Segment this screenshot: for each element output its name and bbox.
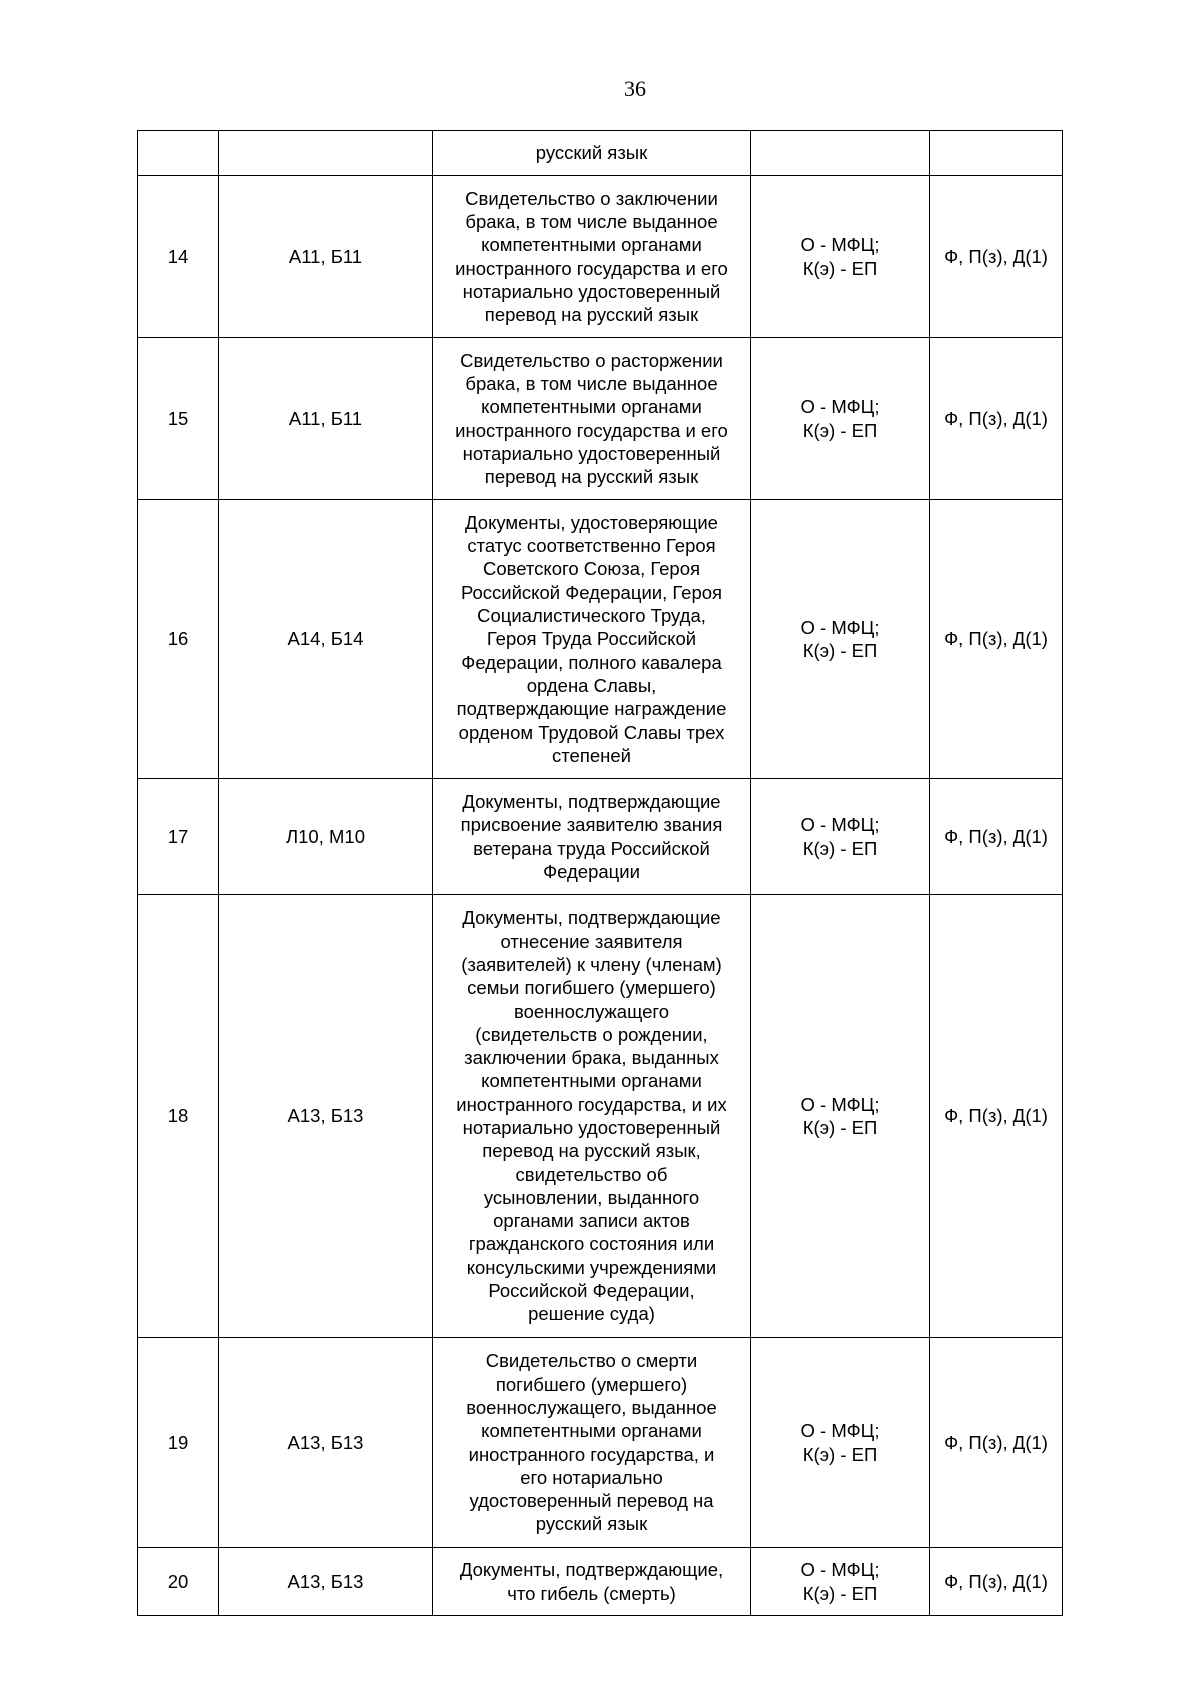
document-text-line: военнослужащего, выданное [466,1396,717,1418]
document-text-line: нотариально удостоверенный [462,280,721,302]
document-text-line: консульскими учреждениями [466,1256,717,1278]
document-text-line: брака, в том числе выданное [465,372,718,394]
document-text-line: компетентными органами [481,234,702,256]
method-cell [751,176,930,338]
method-text-line: К(э) - ЕП [802,1582,878,1604]
document-text-line: брака, в том числе выданное [465,210,718,232]
document-text-line: решение суда) [528,1303,655,1325]
method-text-line: К(э) - ЕП [802,257,878,279]
document-text-line: компетентными органами [481,396,702,418]
method-cell [751,1338,930,1548]
method-text-line: К(э) - ЕП [802,640,878,661]
document-text-line: Документы, подтверждающие [462,790,721,812]
document-text-line: Федерации, полного кавалера [461,651,722,673]
document-text-line: Федерации [543,860,640,882]
document-text-line: свидетельство об [515,1163,668,1185]
document-text-line: отнесение заявителя [500,930,683,952]
codes-cell: А13, Б13 [219,1548,433,1616]
row-number-cell: 14 [138,176,219,338]
row-number-cell: 16 [138,500,219,779]
codes-cell: Л10, М10 [219,779,433,895]
table-row [138,338,1063,500]
table-row [138,895,1063,1338]
document-text-line: иностранного государства и его [455,257,728,279]
method-cell [751,500,930,779]
document-text-line: Российской Федерации, Героя [460,581,723,603]
table-row [138,779,1063,895]
document-text-line: перевод на русский язык [484,466,699,488]
document-text-line: погибшего (умершего) [495,1373,688,1395]
method-text-line: О - МФЦ; [800,814,880,836]
method-text-line: О - МФЦ; [800,1093,880,1115]
document-text-line: степеней [552,744,631,766]
method-cell [751,1548,930,1616]
codes-cell: А13, Б13 [219,1338,433,1548]
document-text-line: Свидетельство о заключении [465,187,718,209]
codes-cell [219,131,433,176]
table-row [138,1338,1063,1548]
document-text-line: Свидетельство о расторжении [460,349,723,371]
table-body [138,131,1063,1616]
method-text-line: К(э) - ЕП [802,837,878,859]
method-text-line: О - МФЦ; [800,234,880,256]
document-text-line: статус соответственно Героя [467,535,716,557]
table-row [138,1548,1063,1616]
document-cell [433,338,751,500]
document-text-line: органами записи актов [493,1210,690,1232]
document-text-line: русский язык [535,142,648,164]
method-cell [751,895,930,1338]
document-text-line: перевод на русский язык, [482,1140,701,1162]
document-text-line: что гибель (смерть) [507,1582,676,1604]
page-number: 36 [624,76,646,101]
row-number-cell: 20 [138,1548,219,1616]
row-number-cell: 19 [138,1338,219,1548]
row-number-cell: 17 [138,779,219,895]
method-text-line: К(э) - ЕП [802,1443,878,1465]
form-cell: Ф, П(з), Д(1) [930,176,1063,338]
document-text-line: нотариально удостоверенный [462,1117,721,1138]
form-cell: Ф, П(з), Д(1) [930,1338,1063,1548]
document-text-line: (свидетельств о рождении, [475,1023,708,1045]
codes-cell: А14, Б14 [219,500,433,779]
method-text-line: К(э) - ЕП [802,419,878,441]
documents-table [137,130,1063,1616]
table-row [138,500,1063,779]
method-cell [751,779,930,895]
method-text-line: О - МФЦ; [800,1420,880,1442]
row-number-cell: 15 [138,338,219,500]
document-cell [433,779,751,895]
form-cell: Ф, П(з), Д(1) [930,338,1063,500]
document-cell [433,176,751,338]
form-cell: Ф, П(з), Д(1) [930,500,1063,779]
document-text-line: подтверждающие награждение [456,698,727,720]
form-cell: Ф, П(з), Д(1) [930,895,1063,1338]
document-text-line: иностранного государства и его [455,419,728,441]
codes-cell: А13, Б13 [219,895,433,1338]
form-cell: Ф, П(з), Д(1) [930,779,1063,895]
document-text-line: заключении брака, выданных [464,1047,719,1069]
row-number-cell: 18 [138,895,219,1338]
document-text-line: иностранного государства, и [468,1443,715,1465]
document-text-line: военнослужащего [513,1000,670,1022]
document-cell [433,1548,751,1616]
document-text-line: семьи погибшего (умершего) [467,977,716,999]
form-cell [930,131,1063,176]
document-text-line: Документы, подтверждающие [462,907,721,929]
document-cell [433,500,751,779]
document-text-line: Документы, подтверждающие, [459,1559,724,1581]
document-text-line: Документы, удостоверяющие [465,511,718,533]
document-text-line: иностранного государства, и их [456,1093,727,1115]
document-text-line: ветерана труда Российской [473,837,710,859]
table-row [138,176,1063,338]
method-text-line: О - МФЦ; [800,1559,880,1581]
document-text-line: Социалистического Труда, [477,605,706,627]
document-text-line: усыновлении, выданного [483,1186,700,1208]
document-text-line: присвоение заявителю звания [460,814,723,836]
codes-cell: А11, Б11 [219,338,433,500]
method-text-line: К(э) - ЕП [802,1117,878,1138]
document-text-line: нотариально удостоверенный [462,442,721,464]
document-text-line: его нотариально [520,1466,663,1488]
document-text-line: удостоверенный перевод на [469,1490,714,1512]
document-text-line: (заявителей) к члену (членам) [461,953,722,975]
document-text-line: Свидетельство о смерти [485,1350,698,1372]
method-cell [751,338,930,500]
codes-cell: А11, Б11 [219,176,433,338]
table-row [138,131,1063,176]
document-text-line: Российской Федерации, [488,1280,695,1302]
row-number-cell [138,131,219,176]
document-text-line: ордена Славы, [526,674,657,696]
document-cell [433,131,751,176]
document-text-line: гражданского состояния или [468,1233,715,1255]
form-cell: Ф, П(з), Д(1) [930,1548,1063,1616]
method-text-line: О - МФЦ; [800,396,880,418]
document-text-line: компетентными органами [481,1070,702,1092]
document-text-line: русский язык [535,1513,648,1535]
document-text-line: Героя Труда Российской [486,628,697,650]
document-text-line: компетентными органами [481,1420,702,1442]
method-text-line: О - МФЦ; [800,616,880,638]
document-text-line: Советского Союза, Героя [482,558,701,580]
method-cell [751,131,930,176]
document-cell [433,895,751,1338]
document-text-line: орденом Трудовой Славы трех [458,721,725,743]
document-cell [433,1338,751,1548]
document-text-line: перевод на русский язык [484,304,699,326]
